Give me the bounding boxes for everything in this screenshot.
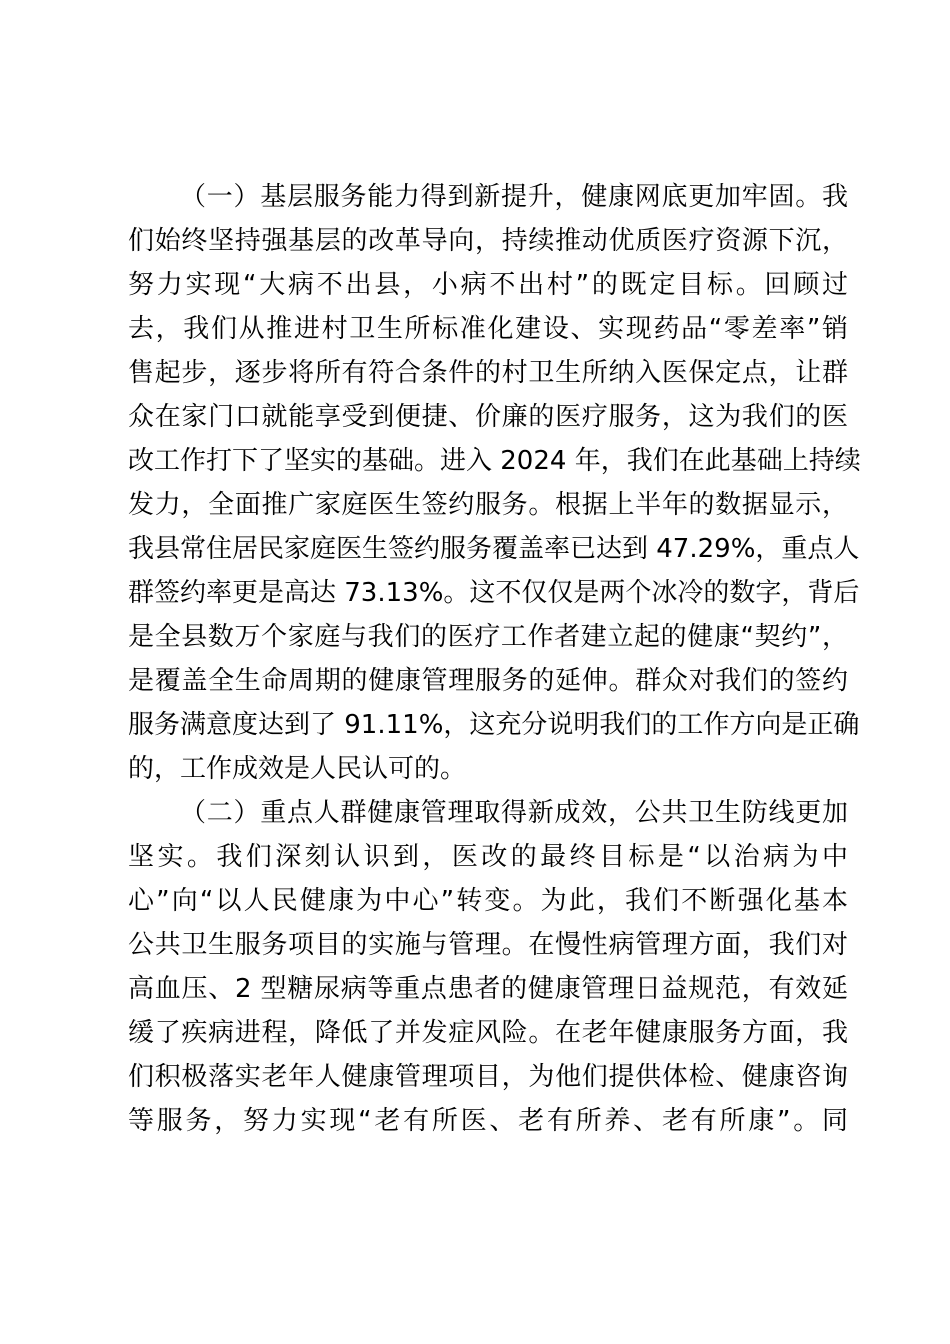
paragraph-line: 公共卫生服务项目的实施与管理。在慢性病管理方面，我们对	[128, 930, 848, 960]
paragraph-line: 高血压、2 型糖尿病等重点患者的健康管理日益规范，有效延	[128, 974, 848, 1004]
paragraph-line: 是覆盖全生命周期的健康管理服务的延伸。群众对我们的签约	[128, 666, 848, 696]
paragraph-line: 们始终坚持强基层的改革导向，持续推动优质医疗资源下沉，	[128, 226, 848, 256]
paragraph-line: 售起步，逐步将所有符合条件的村卫生所纳入医保定点，让群	[128, 358, 848, 388]
paragraph-1	[128, 175, 861, 791]
paragraph-line: 等服务，努力实现“老有所医、老有所养、老有所康”。同	[128, 1106, 848, 1136]
paragraph-line: 心”向“以人民健康为中心”转变。为此，我们不断强化基本	[128, 886, 848, 916]
paragraph-line: 们积极落实老年人健康管理项目，为他们提供体检、健康咨询	[128, 1062, 848, 1092]
paragraph-line: 坚实。我们深刻认识到，医改的最终目标是“以治病为中	[128, 842, 848, 872]
paragraph-line: （二）重点人群健康管理取得新成效，公共卫生防线更加	[180, 798, 848, 828]
paragraph-line: 我县常住居民家庭医生签约服务覆盖率已达到 47.29%，重点人	[128, 534, 860, 564]
paragraph-line: 去，我们从推进村卫生所标准化建设、实现药品“零差率”销	[128, 314, 848, 344]
paragraph-line: （一）基层服务能力得到新提升，健康网底更加牢固。我	[180, 182, 848, 212]
paragraph-line: 众在家门口就能享受到便捷、价廉的医疗服务，这为我们的医	[128, 402, 848, 432]
paragraph-line: 是全县数万个家庭与我们的医疗工作者建立起的健康“契约”，	[128, 622, 848, 652]
paragraph-line: 改工作打下了坚实的基础。进入 2024 年，我们在此基础上持续	[128, 446, 861, 476]
paragraph-line: 群签约率更是高达 73.13%。这不仅仅是两个冰冷的数字，背后	[128, 578, 860, 608]
paragraph-line: 发力，全面推广家庭医生签约服务。根据上半年的数据显示，	[128, 490, 848, 520]
paragraph-line: 缓了疾病进程，降低了并发症风险。在老年健康服务方面，我	[128, 1018, 848, 1048]
paragraph-line: 努力实现“大病不出县，小病不出村”的既定目标。回顾过	[128, 270, 848, 300]
paragraph-line: 的，工作成效是人民认可的。	[128, 754, 467, 784]
paragraph-2	[128, 791, 848, 1143]
paragraph-line: 服务满意度达到了 91.11%，这充分说明我们的工作方向是正确	[128, 710, 860, 740]
